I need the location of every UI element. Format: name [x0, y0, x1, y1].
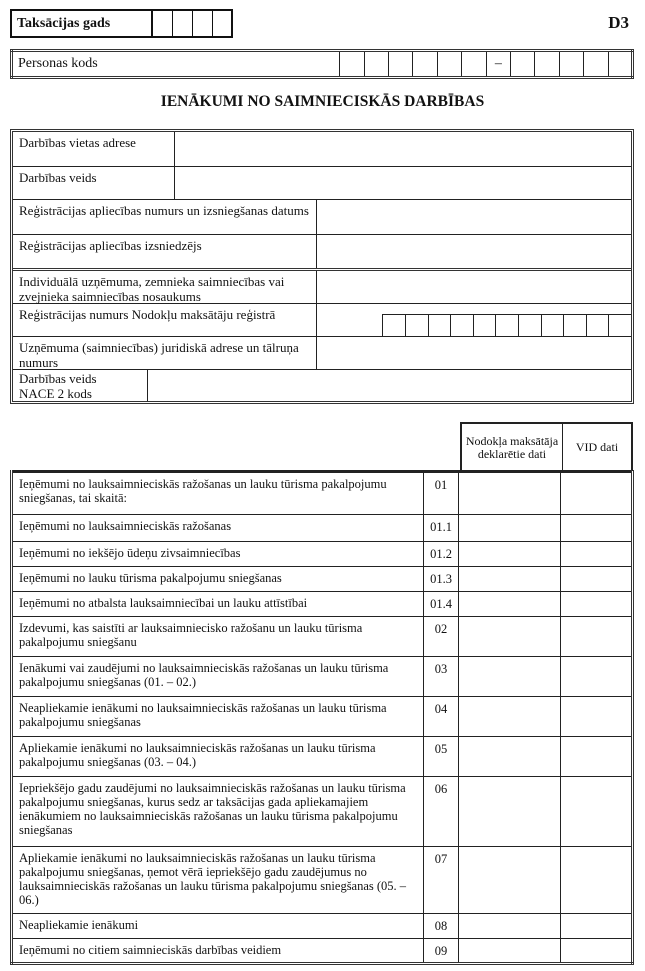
personal-code-digit[interactable] [559, 51, 583, 78]
form-code: D3 [608, 13, 629, 32]
declared-value-cell[interactable] [459, 472, 561, 515]
declared-value-cell[interactable] [459, 914, 561, 939]
personal-code-digit[interactable] [462, 51, 486, 78]
declared-value-cell[interactable] [459, 847, 561, 914]
tax-year-digit[interactable] [172, 10, 192, 37]
row-code: 08 [424, 914, 459, 939]
enterprise-name-row[interactable] [13, 271, 631, 304]
activity-type-label: Darbības veids [13, 167, 175, 199]
declared-value-cell[interactable] [459, 617, 561, 657]
reg-cert-number-row[interactable] [13, 200, 631, 235]
row-description: Apliekamie ienākumi no lauksaimnieciskās ražošanas un lauku tūrisma pakalpojumu sniegšanas (03. – 04.) [12, 737, 424, 777]
row-code: 01 [424, 472, 459, 515]
personal-code-field [10, 49, 634, 79]
income-table [10, 470, 634, 965]
personal-code-digit[interactable] [608, 51, 632, 78]
declared-value-cell[interactable] [459, 777, 561, 847]
personal-code-digit[interactable] [535, 51, 559, 78]
declared-value-cell[interactable] [459, 515, 561, 542]
personal-code-digit[interactable] [340, 51, 364, 78]
row-code: 01.4 [424, 592, 459, 617]
row-description: Neapliekamie ienākumi no lauksaimnieciskās ražošanas un lauku tūrisma pakalpojumu sniegšanas [12, 697, 424, 737]
taxpayer-reg-number-label: Reģistrācijas numurs Nodokļu maksātāju reģistrā [13, 304, 317, 336]
personal-code-label: Personas kods [12, 51, 340, 78]
table-row [12, 847, 633, 914]
personal-code-digit[interactable] [511, 51, 535, 78]
table-column-headers [460, 422, 633, 471]
row-description: Ieņēmumi no citiem saimnieciskās darbības veidiem [12, 939, 424, 964]
table-row [12, 567, 633, 592]
table-row [12, 472, 633, 515]
reg-number-digit[interactable] [586, 314, 609, 336]
reg-number-digit[interactable] [473, 314, 496, 336]
reg-number-digit[interactable] [563, 314, 586, 336]
table-row [12, 617, 633, 657]
declared-value-cell[interactable] [459, 939, 561, 964]
row-code: 01.2 [424, 542, 459, 567]
row-description: Ieņēmumi no lauksaimnieciskās ražošanas [12, 515, 424, 542]
row-code: 04 [424, 697, 459, 737]
vid-value-cell[interactable] [561, 567, 633, 592]
declared-value-cell[interactable] [459, 542, 561, 567]
row-code: 09 [424, 939, 459, 964]
row-description: Apliekamie ienākumi no lauksaimnieciskās ražošanas un lauku tūrisma pakalpojumu sniegšanas, ņemot vērā iepriekšējo gadu zaudējumus no lauksaimnieciskās ražošanas un lauku tūrisma pakalpojumu sniegšanas (05. – 06.) [12, 847, 424, 914]
row-code: 01.3 [424, 567, 459, 592]
reg-cert-issuer-label: Reģistrācijas apliecības izsniedzējs [13, 235, 317, 268]
personal-code-digit[interactable] [413, 51, 437, 78]
reg-number-digit[interactable] [518, 314, 541, 336]
vid-value-cell[interactable] [561, 939, 633, 964]
vid-value-cell[interactable] [561, 777, 633, 847]
row-description: Iepriekšējo gadu zaudējumi no lauksaimnieciskās ražošanas un lauku tūrisma pakalpojumu sniegšanas, kurus sedz ar taksācijas gada apliekamajiem ienākumiem no lauksaimnieciskās ražošanas un lauku tūrisma pakalpojumu sniegšanas [12, 777, 424, 847]
nace-code-label [13, 370, 148, 401]
reg-number-digit[interactable] [495, 314, 518, 336]
personal-code-separator: – [486, 51, 510, 78]
declared-value-cell[interactable] [459, 592, 561, 617]
table-row [12, 777, 633, 847]
row-description: Ieņēmumi no atbalsta lauksaimniecībai un lauku attīstībai [12, 592, 424, 617]
personal-code-digit[interactable] [584, 51, 608, 78]
table-row [12, 542, 633, 567]
row-description: Ieņēmumi no iekšējo ūdeņu zivsaimniecības [12, 542, 424, 567]
activity-type-row[interactable] [13, 167, 631, 200]
declared-value-cell[interactable] [459, 697, 561, 737]
reg-number-digit[interactable] [382, 314, 405, 336]
reg-cert-number-label: Reģistrācijas apliecības numurs un izsniegšanas datums [13, 200, 317, 234]
tax-year-digit[interactable] [152, 10, 172, 37]
declared-value-cell[interactable] [459, 737, 561, 777]
nace-label-line1: Darbības veids [19, 371, 97, 386]
nace-code-row[interactable] [13, 370, 631, 401]
vid-value-cell[interactable] [561, 515, 633, 542]
row-code: 07 [424, 847, 459, 914]
legal-address-row[interactable] [13, 337, 631, 370]
row-description: Ieņēmumi no lauku tūrisma pakalpojumu sniegšanas [12, 567, 424, 592]
reg-number-digit[interactable] [450, 314, 473, 336]
row-code: 06 [424, 777, 459, 847]
personal-code-digit[interactable] [364, 51, 388, 78]
vid-value-cell[interactable] [561, 592, 633, 617]
table-row [12, 939, 633, 964]
taxpayer-reg-number-row [13, 304, 631, 337]
table-row [12, 697, 633, 737]
reg-number-digit[interactable] [608, 314, 631, 336]
nace-label-line2: NACE 2 kods [19, 386, 92, 401]
vid-value-cell[interactable] [561, 737, 633, 777]
activity-address-label: Darbības vietas adrese [13, 132, 175, 166]
vid-value-cell[interactable] [561, 617, 633, 657]
row-description: Ienākumi vai zaudējumi no lauksaimnieciskās ražošanas un lauku tūrisma pakalpojumu sniegšanas (01. – 02.) [12, 657, 424, 697]
table-row [12, 657, 633, 697]
activity-info-section [10, 129, 634, 404]
legal-address-label: Uzņēmuma (saimniecības) juridiskā adrese un tālruņa numurs [13, 337, 317, 369]
row-code: 05 [424, 737, 459, 777]
column-header-vid: VID dati [575, 440, 619, 454]
reg-cert-issuer-row[interactable] [13, 235, 631, 271]
declared-value-cell[interactable] [459, 567, 561, 592]
reg-number-digit[interactable] [428, 314, 451, 336]
table-row [12, 515, 633, 542]
row-code: 02 [424, 617, 459, 657]
personal-code-digit[interactable] [389, 51, 413, 78]
enterprise-name-label: Individuālā uzņēmuma, zemnieka saimniecības vai zvejnieka saimniecības nosaukums [13, 271, 317, 303]
table-row [12, 914, 633, 939]
reg-number-digit[interactable] [541, 314, 564, 336]
activity-address-row[interactable] [13, 132, 631, 167]
row-description: Ieņēmumi no lauksaimnieciskās ražošanas un lauku tūrisma pakalpojumu sniegšanas, tai skaitā: [12, 472, 424, 515]
vid-value-cell[interactable] [561, 847, 633, 914]
vid-value-cell[interactable] [561, 697, 633, 737]
vid-value-cell[interactable] [561, 914, 633, 939]
row-description: Neapliekamie ienākumi [12, 914, 424, 939]
vid-value-cell[interactable] [561, 472, 633, 515]
page-title: IENĀKUMI NO SAIMNIECISKĀS DARBĪBAS [160, 93, 485, 110]
personal-code-digit[interactable] [437, 51, 461, 78]
tax-year-label: Taksācijas gads [11, 10, 152, 37]
table-row [12, 737, 633, 777]
table-row [12, 592, 633, 617]
tax-year-digit[interactable] [192, 10, 212, 37]
vid-value-cell[interactable] [561, 657, 633, 697]
taxpayer-reg-number-boxes[interactable] [382, 314, 631, 336]
column-header-declared: Nodokļa maksātāja deklarētie dati [462, 424, 563, 471]
tax-year-digit[interactable] [212, 10, 232, 37]
declared-value-cell[interactable] [459, 657, 561, 697]
reg-number-digit[interactable] [405, 314, 428, 336]
row-code: 03 [424, 657, 459, 697]
row-code: 01.1 [424, 515, 459, 542]
row-description: Izdevumi, kas saistīti ar lauksaimniecisko ražošanu un lauku tūrisma pakalpojumu sniegšanu [12, 617, 424, 657]
tax-year-field [10, 9, 233, 38]
vid-value-cell[interactable] [561, 542, 633, 567]
